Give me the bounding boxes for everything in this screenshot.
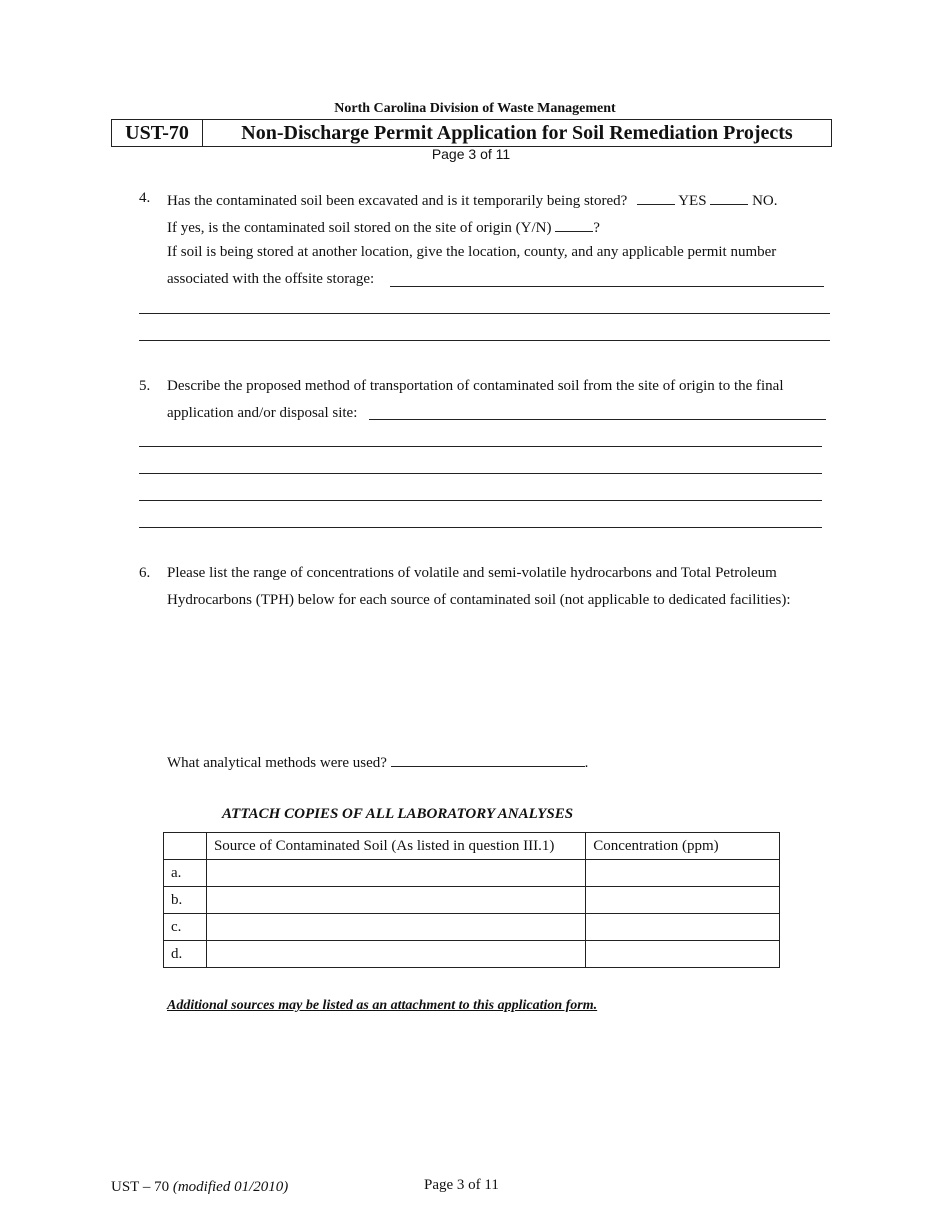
q5-number: 5. [139, 378, 151, 394]
q5-line1: Describe the proposed method of transportation of contaminated soil from the site of origin to the final [167, 378, 784, 394]
row-label: d. [164, 941, 207, 968]
q6-methods-end: . [584, 755, 589, 771]
q6-methods-field[interactable] [391, 752, 585, 767]
table-header-source: Source of Contaminated Soil (As listed in question III.1) [206, 833, 585, 860]
form-title: Non-Discharge Permit Application for Soil Remediation Projects [241, 122, 793, 144]
table-row [164, 860, 780, 887]
concentration-cell[interactable] [586, 860, 780, 887]
source-cell[interactable] [206, 941, 585, 968]
q6-methods-line [167, 752, 588, 772]
q4-line1 [167, 190, 777, 210]
attachment-note: Additional sources may be listed as an attachment to this application form. [167, 998, 598, 1013]
table-header-concentration: Concentration (ppm) [586, 833, 780, 860]
q4-line4 [167, 271, 374, 288]
concentration-cell[interactable] [586, 941, 780, 968]
q4-yes-field[interactable] [637, 190, 675, 205]
footer-modified: (modified 01/2010) [172, 1179, 289, 1195]
page-indicator: Page 3 of 11 [431, 146, 511, 162]
q4-offsite-field[interactable] [390, 286, 824, 287]
row-label: a. [164, 860, 207, 887]
q4-line3: If soil is being stored at another location, give the location, county, and any applicable permit number [167, 244, 777, 260]
q4-onsite-question: If yes, is the contaminated soil stored on the site of origin (Y/N) [167, 220, 552, 236]
title-box [111, 119, 832, 147]
q6-number: 6. [139, 565, 151, 581]
footer-form-ref [111, 1179, 288, 1196]
q4-number: 4. [139, 190, 151, 206]
source-cell[interactable] [206, 914, 585, 941]
q5-answer-line[interactable] [139, 527, 822, 528]
source-cell[interactable] [206, 860, 585, 887]
concentration-cell[interactable] [586, 914, 780, 941]
q4-answer-line[interactable] [139, 340, 830, 341]
soil-source-table [163, 832, 780, 968]
table-header-cell [164, 833, 207, 860]
agency-name: North Carolina Division of Waste Management [334, 101, 616, 116]
q4-no-field[interactable] [710, 190, 748, 205]
q4-onsite-field[interactable] [555, 217, 593, 232]
attach-heading: ATTACH COPIES OF ALL LABORATORY ANALYSES [222, 806, 574, 822]
row-label: c. [164, 914, 207, 941]
q4-onsite-end: ? [593, 220, 600, 236]
row-label: b. [164, 887, 207, 914]
q6-line2: Hydrocarbons (TPH) below for each source of contaminated soil (not applicable to dedicated facilities): [167, 592, 791, 608]
q5-answer-field[interactable] [369, 419, 826, 420]
table-row [164, 914, 780, 941]
q5-answer-line[interactable] [139, 500, 822, 501]
q5-answer-line[interactable] [139, 473, 822, 474]
q5-disposal-label: application and/or disposal site: [167, 405, 358, 421]
footer-page: Page 3 of 11 [424, 1177, 499, 1193]
q4-no-label: NO. [752, 193, 778, 209]
table-row [164, 941, 780, 968]
footer-form-number: UST – 70 [111, 1179, 170, 1195]
q4-answer-line[interactable] [139, 313, 830, 314]
table-header-row [164, 833, 780, 860]
q6-line1: Please list the range of concentrations of volatile and semi-volatile hydrocarbons and Total Petroleum [167, 565, 777, 581]
concentration-cell[interactable] [586, 887, 780, 914]
q4-line2 [167, 217, 600, 237]
q4-yes-label: YES [678, 193, 707, 209]
q4-offsite-label: associated with the offsite storage: [167, 271, 375, 287]
q4-question: Has the contaminated soil been excavated and is it temporarily being stored? [167, 193, 628, 209]
table-row [164, 887, 780, 914]
q5-answer-line[interactable] [139, 446, 822, 447]
source-cell[interactable] [206, 887, 585, 914]
q5-line2 [167, 405, 357, 422]
form-number: UST-70 [112, 120, 203, 146]
q6-methods-label: What analytical methods were used? [167, 755, 387, 771]
